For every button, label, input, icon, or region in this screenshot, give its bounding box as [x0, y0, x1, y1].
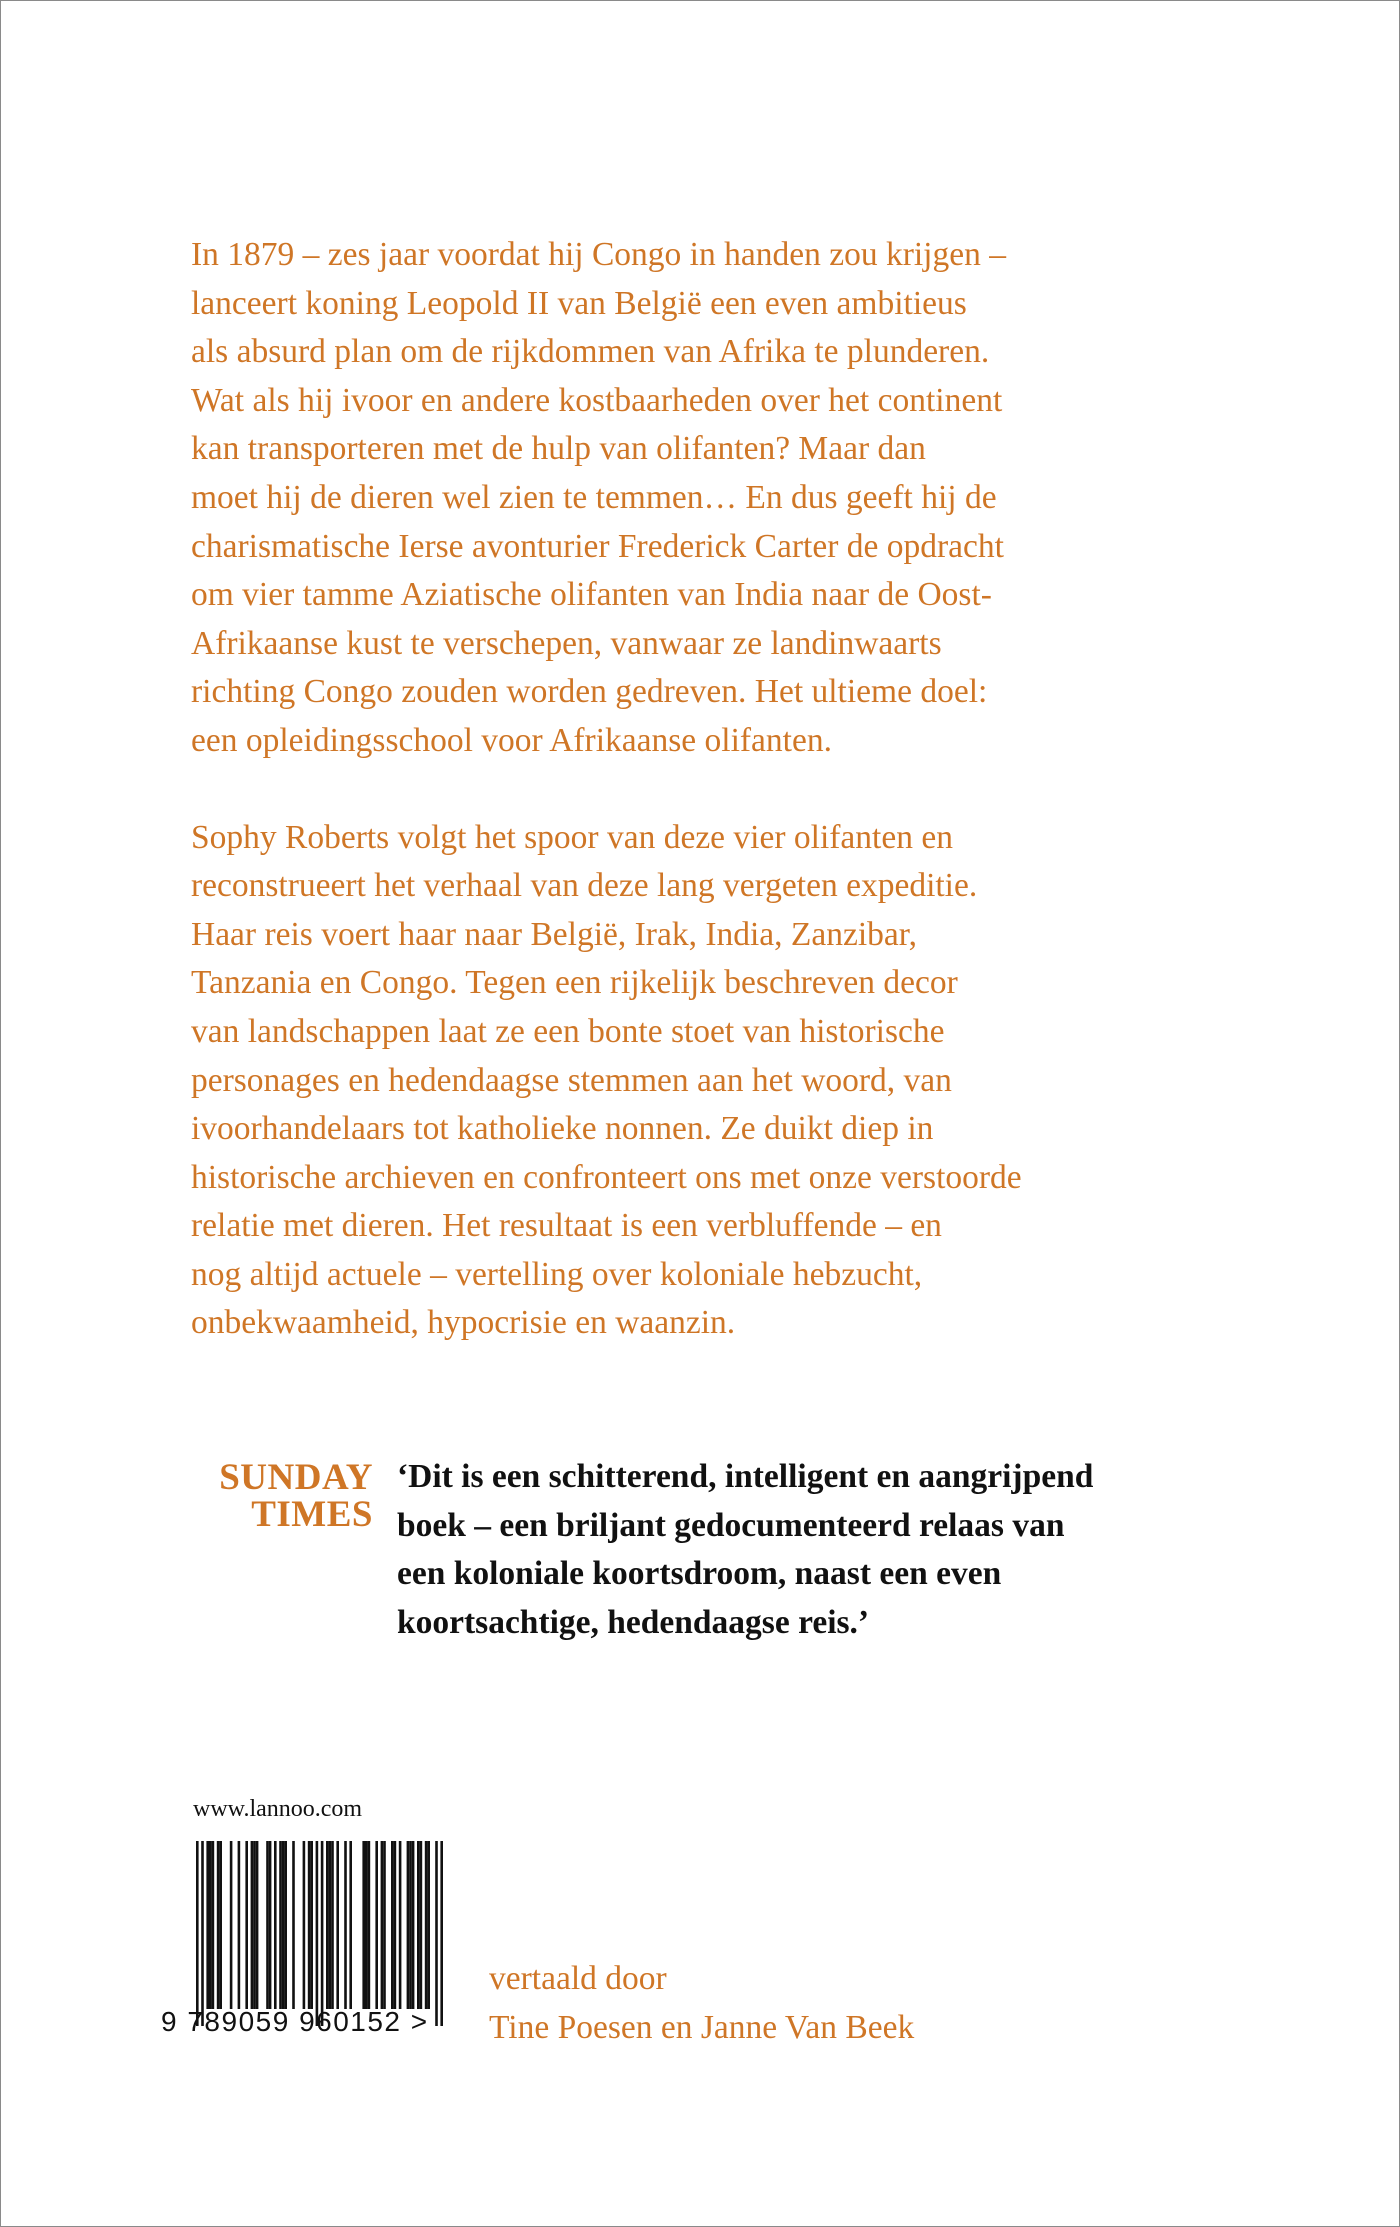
blurb-line: richting Congo zouden worden gedreven. Het ultieme doel: [191, 673, 988, 711]
barcode-bar [362, 1841, 365, 2009]
barcode-bar [209, 1841, 212, 2009]
barcode-bar [440, 1841, 443, 2026]
barcode-bar [399, 1841, 402, 2009]
review-source [193, 1459, 373, 1533]
barcode-bar [409, 1841, 412, 2009]
review-quote-line: ‘Dit is een schitterend, intelligent en aangrijpend [397, 1458, 1094, 1495]
barcode-bar [425, 1841, 428, 2009]
barcode-bar [245, 1841, 248, 2009]
blurb-line: een opleidingsschool voor Afrikaanse olifanten. [191, 721, 832, 759]
blurb-line: relatie met dieren. Het resultaat is een verbluffende – en [191, 1207, 942, 1245]
barcode-bar [349, 1841, 352, 2009]
blurb-line: onbekwaamheid, hypocrisie en waanzin. [191, 1304, 736, 1342]
barcode [194, 1841, 444, 2031]
translator-names: Tine Poesen en Janne Van Beek [489, 2008, 915, 2046]
barcode-bar [230, 1841, 233, 2009]
barcode-bar [375, 1841, 378, 2009]
isbn-number: 9 789059 960152 > [161, 2006, 429, 2037]
publisher-url[interactable]: www.lannoo.com [193, 1796, 363, 1822]
barcode-bar [427, 1841, 430, 2009]
blurb-line: Haar reis voert haar naar België, Irak, India, Zanzibar, [191, 915, 917, 953]
barcode-bar [368, 1841, 371, 2009]
barcode-bar [206, 1841, 209, 2009]
blurb [191, 231, 1231, 1348]
barcode-bar [251, 1841, 254, 2009]
blurb-line: kan transporteren met de hulp van olifanten? Maar dan [191, 430, 926, 468]
blurb-line: als absurd plan om de rijkdommen van Afrika te plunderen. [191, 333, 990, 371]
barcode-bar [331, 1841, 334, 2009]
translator-credit [489, 1955, 914, 2052]
blurb-paragraph-1 [191, 231, 1231, 766]
barcode-bar [256, 1841, 259, 2009]
barcode-bar [308, 1841, 311, 2009]
barcode-bar [292, 1841, 295, 2009]
blurb-line: Tanzania en Congo. Tegen een rijkelijk beschreven decor [191, 964, 958, 1002]
blurb-line: lanceert koning Leopold II van België een even ambitieus [191, 284, 967, 322]
barcode-bar [412, 1841, 415, 2009]
blurb-line: historische archieven en confronteert ons met onze verstoorde [191, 1158, 1022, 1196]
blurb-line: reconstrueert het verhaal van deze lang vergeten expeditie. [191, 867, 978, 905]
review-quote-line: een koloniale koortsdroom, naast een even [397, 1555, 1002, 1593]
barcode-bar [284, 1841, 287, 2009]
blurb-line: nog altijd actuele – vertelling over koloniale hebzucht, [191, 1255, 923, 1293]
barcode-bar [266, 1841, 269, 2009]
blurb-line: ivoorhandelaars tot katholieke nonnen. Ze duikt diep in [191, 1110, 934, 1148]
blurb-line: moet hij de dieren wel zien te temmen… En dus geeft hij de [191, 478, 997, 516]
translator-label: vertaald door [489, 1960, 667, 1997]
blurb-line: om vier tamme Aziatische olifanten van India naar de Oost- [191, 576, 992, 614]
barcode-bar [219, 1841, 222, 2009]
barcode-bar [365, 1841, 368, 2009]
barcode-bar [321, 1841, 324, 2026]
barcode-bar [196, 1841, 199, 2026]
barcode-bar [381, 1841, 384, 2009]
barcode-bar [435, 1841, 438, 2026]
barcode-bar [326, 1841, 329, 2009]
barcode-bar [253, 1841, 256, 2009]
blurb-line: charismatische Ierse avonturier Frederick Carter de opdracht [191, 527, 1004, 565]
barcode-bars [196, 1841, 443, 2026]
barcode-bar [407, 1841, 410, 2009]
barcode-bar [269, 1841, 272, 2009]
blurb-line: personages en hedendaagse stemmen aan het woord, van [191, 1061, 952, 1099]
barcode-bar [383, 1841, 386, 2009]
blurb-line: Afrikaanse kust te verschepen, vanwaar ze landinwaarts [191, 624, 942, 662]
review-source-line: SUNDAY [219, 1457, 373, 1498]
barcode-bar [329, 1841, 332, 2009]
blurb-line: Sophy Roberts volgt het spoor van deze vier olifanten en [191, 818, 953, 856]
barcode-bar [238, 1841, 241, 2009]
barcode-bar [391, 1841, 394, 2009]
barcode-bar [279, 1841, 282, 2009]
review-source-line: TIMES [251, 1494, 373, 1535]
blurb-line: In 1879 – zes jaar voordat hij Congo in handen zou krijgen – [191, 236, 1006, 273]
blurb-line: van landschappen laat ze een bonte stoet van historische [191, 1012, 945, 1050]
review-quote-line: boek – een briljant gedocumenteerd relaas van [397, 1506, 1065, 1544]
barcode-bar [303, 1841, 306, 2009]
barcode-bar [212, 1841, 215, 2009]
review-quote-line: koortsachtige, hedendaagse reis.’ [397, 1603, 870, 1641]
barcode-bar [310, 1841, 313, 2009]
barcode-bar [344, 1841, 347, 2009]
barcode-bar [394, 1841, 397, 2009]
barcode-bar [274, 1841, 277, 2009]
barcode-bar [282, 1841, 285, 2009]
blurb-paragraph-2 [191, 814, 1231, 1349]
blurb-line: Wat als hij ivoor en andere kostbaarheden over het continent [191, 381, 1003, 419]
barcode-bar [217, 1841, 220, 2009]
barcode-bar [417, 1841, 420, 2009]
barcode-bar [201, 1841, 204, 2026]
barcode-bar [316, 1841, 319, 2026]
barcode-bar [420, 1841, 423, 2009]
review-quote [397, 1453, 1197, 1647]
barcode-bar [336, 1841, 339, 2009]
